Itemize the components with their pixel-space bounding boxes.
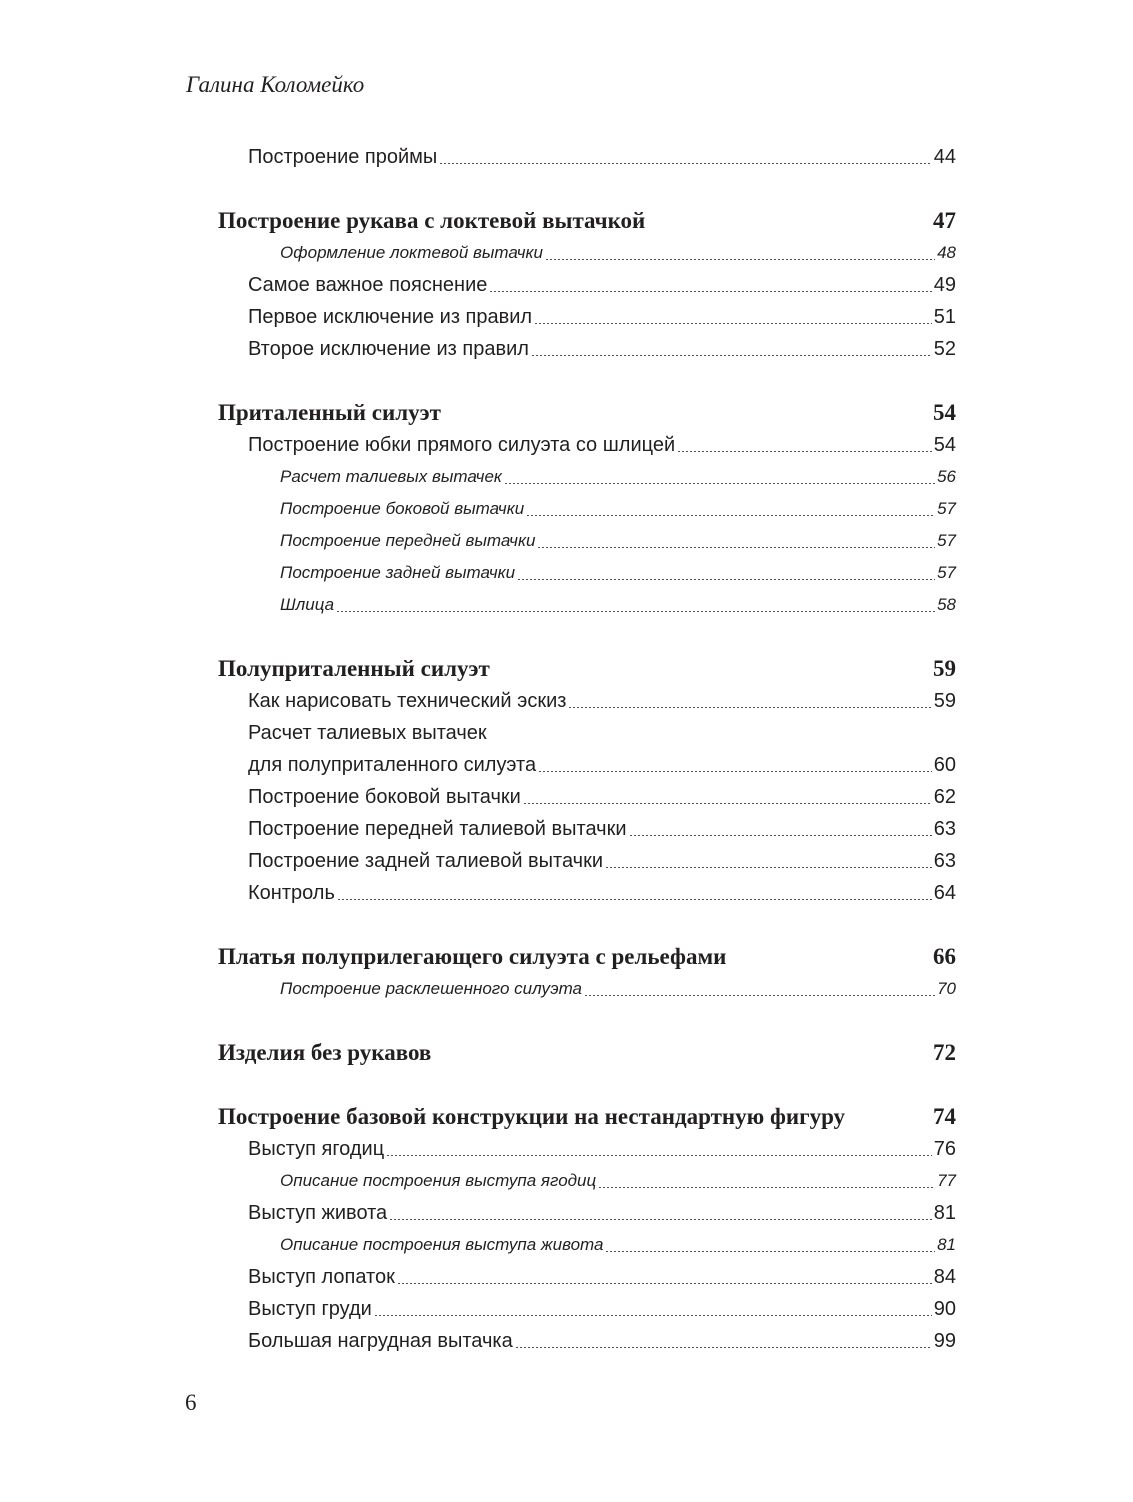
toc-entry-title: Изделия без рукавов — [218, 1040, 432, 1065]
toc-entry-title: Приталенный силуэт — [218, 400, 441, 425]
dot-leader — [538, 771, 932, 772]
toc-entry-page: 57 — [937, 563, 956, 582]
toc-entry-page: 81 — [933, 1201, 956, 1224]
toc-entry[interactable] — [218, 237, 956, 269]
toc-entry-page: 84 — [933, 1265, 956, 1288]
toc-entry[interactable] — [218, 1325, 956, 1357]
dot-leader — [531, 355, 932, 356]
toc-entry-page: 51 — [933, 305, 956, 328]
toc-entry-title: Описание построения выступа живота — [280, 1235, 604, 1254]
toc-entry-title: Выступ лопаток — [248, 1265, 395, 1288]
dot-leader — [605, 1251, 935, 1252]
toc-entry-page: 77 — [937, 1171, 956, 1190]
toc-entry[interactable] — [218, 717, 956, 749]
dot-leader — [386, 1155, 932, 1156]
toc-entry[interactable] — [218, 781, 956, 813]
dot-leader — [677, 451, 932, 452]
toc-entry-title: Контроль — [248, 881, 335, 904]
toc-entry-page: 72 — [933, 1040, 956, 1065]
toc-entry-page: 47 — [933, 208, 956, 233]
toc-entry[interactable] — [218, 1293, 956, 1325]
dot-leader — [545, 259, 935, 260]
toc-entry-page: 81 — [937, 1235, 956, 1254]
toc-entry-page: 52 — [933, 337, 956, 360]
table-of-contents — [218, 141, 956, 1357]
toc-entry-title: Большая нагрудная вытачка — [248, 1329, 513, 1352]
toc-entry-page: 44 — [933, 145, 956, 168]
toc-entry-title: Выступ ягодиц — [248, 1137, 385, 1160]
dot-leader — [504, 483, 935, 484]
dot-leader — [523, 803, 932, 804]
dot-leader — [598, 1187, 935, 1188]
dot-leader — [397, 1283, 932, 1284]
toc-entry-title: Шлица — [280, 595, 335, 614]
toc-entry-page: 62 — [933, 785, 956, 808]
toc-entry[interactable] — [218, 877, 956, 909]
dot-leader — [605, 867, 932, 868]
dot-leader — [336, 611, 935, 612]
toc-entry-title: Построение задней вытачки — [280, 563, 516, 582]
toc-entry-title: Первое исключение из правил — [248, 305, 533, 328]
toc-entry[interactable] — [218, 493, 956, 525]
toc-section-heading[interactable] — [218, 653, 956, 685]
toc-entry-page: 99 — [933, 1329, 956, 1352]
toc-entry-title: Построение передней талиевой вытачки — [248, 817, 627, 840]
toc-entry[interactable] — [218, 813, 956, 845]
toc-entry-page: 90 — [933, 1297, 956, 1320]
toc-entry-page: 56 — [937, 467, 956, 486]
running-head-author: Галина Коломейко — [186, 72, 365, 97]
toc-entry[interactable] — [218, 525, 956, 557]
toc-section-heading[interactable] — [218, 205, 956, 237]
toc-entry[interactable] — [218, 1261, 956, 1293]
toc-entry-title: Расчет талиевых вытачек — [248, 721, 487, 744]
toc-section-heading[interactable] — [218, 397, 956, 429]
toc-entry-title: Построение боковой вытачки — [248, 785, 521, 808]
toc-entry-page: 66 — [933, 944, 956, 969]
toc-entry-title: Построение расклешенного силуэта — [280, 979, 582, 998]
toc-entry-title: Самое важное пояснение — [248, 273, 488, 296]
toc-entry-title: Платья полуприлегающего силуэта с рельефами — [218, 944, 727, 969]
toc-entry[interactable] — [218, 333, 956, 365]
dot-leader — [374, 1315, 932, 1316]
toc-entry-page: 63 — [933, 849, 956, 872]
toc-section-heading[interactable] — [218, 941, 956, 973]
toc-entry-page: 63 — [933, 817, 956, 840]
dot-leader — [568, 707, 931, 708]
toc-entry[interactable] — [218, 749, 956, 781]
toc-entry-title: Как нарисовать технический эскиз — [248, 689, 567, 712]
toc-entry[interactable] — [218, 429, 956, 461]
toc-entry-page: 60 — [933, 753, 956, 776]
toc-entry-page: 57 — [937, 531, 956, 550]
dot-leader — [534, 323, 932, 324]
toc-entry[interactable] — [218, 1133, 956, 1165]
dot-leader — [629, 835, 932, 836]
toc-entry-title: Построение передней вытачки — [280, 531, 536, 550]
toc-entry-page: 64 — [933, 881, 956, 904]
toc-entry[interactable] — [218, 1229, 956, 1261]
toc-section-heading[interactable] — [218, 1037, 956, 1069]
dot-leader — [517, 579, 935, 580]
toc-entry-page: 54 — [933, 400, 956, 425]
toc-entry-title: Построение рукава с локтевой вытачкой — [218, 208, 646, 233]
toc-entry-title: для полуприталенного силуэта — [248, 753, 537, 776]
toc-entry-page: 70 — [937, 979, 956, 998]
dot-leader — [537, 547, 935, 548]
dot-leader — [526, 515, 935, 516]
toc-entry[interactable] — [218, 973, 956, 1005]
toc-entry[interactable] — [218, 685, 956, 717]
toc-entry-page: 76 — [933, 1137, 956, 1160]
toc-entry[interactable] — [218, 845, 956, 877]
toc-entry-title: Построение юбки прямого силуэта со шлицей — [248, 433, 676, 456]
toc-entry-title: Построение боковой вытачки — [280, 499, 525, 518]
dot-leader — [439, 163, 931, 164]
toc-entry-page: 59 — [933, 656, 956, 681]
dot-leader — [515, 1347, 932, 1348]
toc-entry-page: 48 — [937, 243, 956, 262]
toc-entry-page: 58 — [937, 595, 956, 614]
toc-entry-title: Выступ живота — [248, 1201, 388, 1224]
toc-entry-page: 74 — [933, 1104, 956, 1129]
toc-entry-title: Расчет талиевых вытачек — [280, 467, 502, 486]
toc-entry[interactable] — [218, 269, 956, 301]
toc-entry-title: Второе исключение из правил — [248, 337, 529, 360]
toc-section-heading[interactable] — [218, 1101, 956, 1133]
toc-entry-title: Построение проймы — [248, 145, 438, 168]
toc-entry-title: Построение базовой конструкции на нестандартную фигуру — [218, 1104, 846, 1129]
toc-entry[interactable] — [218, 557, 956, 589]
toc-entry[interactable] — [218, 1197, 956, 1229]
toc-entry-title: Описание построения выступа ягодиц — [280, 1171, 597, 1190]
toc-entry[interactable] — [218, 301, 956, 333]
toc-entry[interactable] — [218, 589, 956, 621]
toc-entry-page: 54 — [933, 433, 956, 456]
toc-entry[interactable] — [218, 141, 956, 173]
toc-entry-title: Выступ груди — [248, 1297, 372, 1320]
toc-entry[interactable] — [218, 461, 956, 493]
dot-leader — [584, 995, 935, 996]
toc-entry-page: 49 — [933, 273, 956, 296]
page-number: 6 — [185, 1390, 197, 1415]
dot-leader — [337, 899, 932, 900]
toc-entry-page: 57 — [937, 499, 956, 518]
dot-leader — [489, 291, 931, 292]
toc-entry-title: Построение задней талиевой вытачки — [248, 849, 604, 872]
toc-entry-page: 59 — [933, 689, 956, 712]
toc-entry-title: Полуприталенный силуэт — [218, 656, 490, 681]
toc-entry-title: Оформление локтевой вытачки — [280, 243, 543, 262]
toc-entry[interactable] — [218, 1165, 956, 1197]
dot-leader — [389, 1219, 932, 1220]
